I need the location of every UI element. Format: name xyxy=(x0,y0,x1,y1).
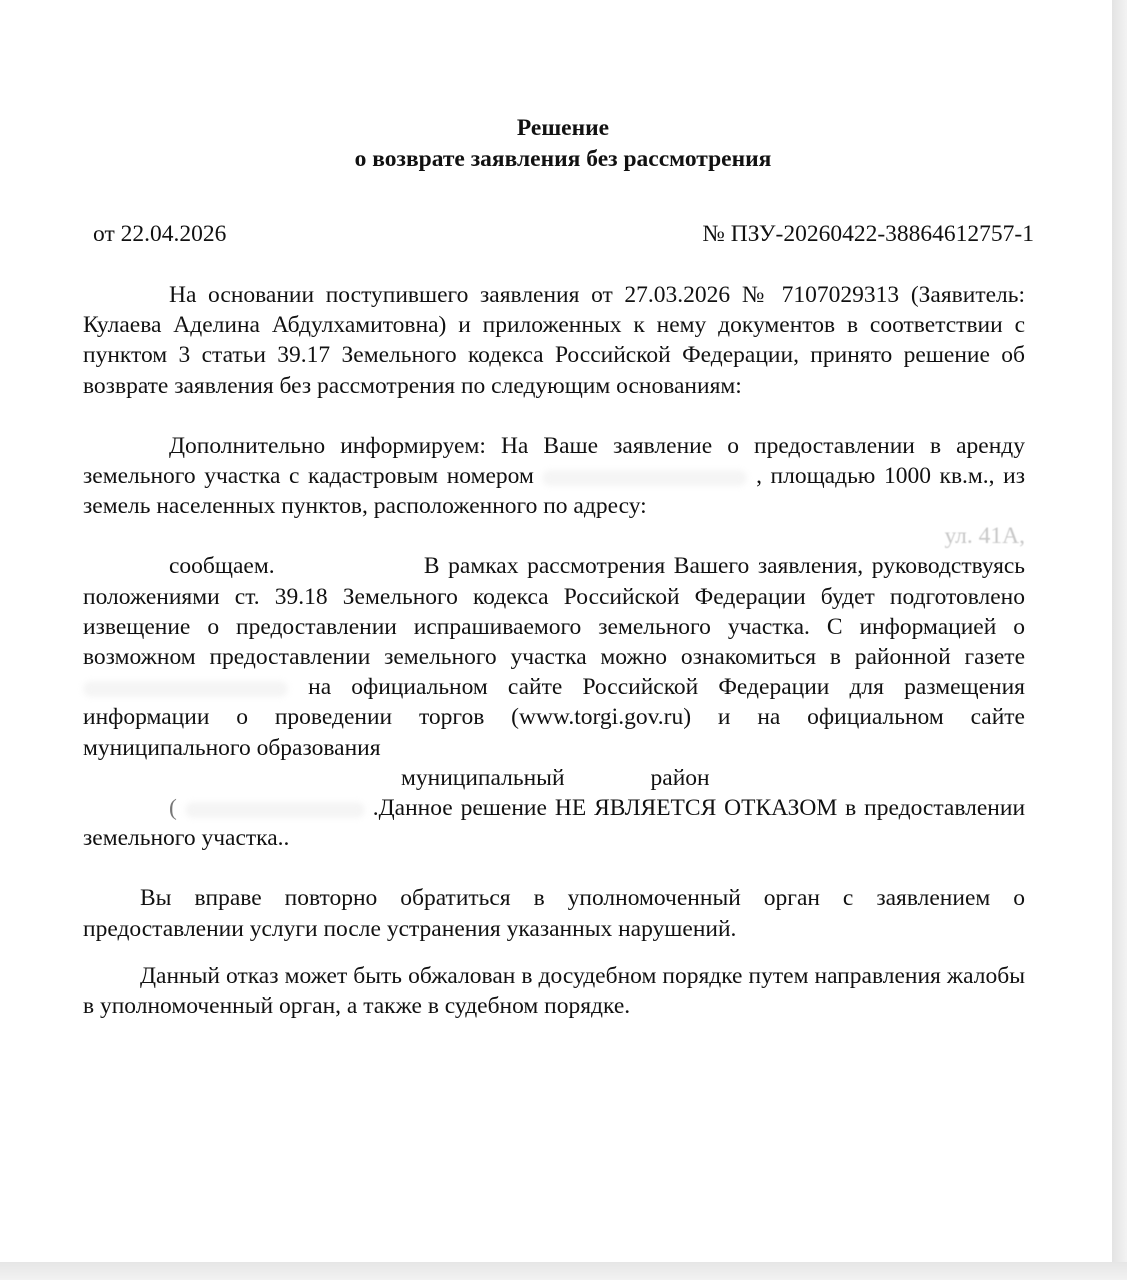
municipal-word: муниципальный xyxy=(401,764,565,791)
viewer-right-edge xyxy=(1112,0,1127,1280)
additional-info-text-2: , площадью 1000 кв.м., из земель населенных пунктов, расположенного по адресу: xyxy=(83,463,1026,520)
redacted-address-line xyxy=(83,521,1025,551)
viewer-bottom-edge xyxy=(0,1262,1127,1280)
document-meta xyxy=(83,219,1034,250)
additional-info-text-1: Дополнительно информируем: На Ваше заявление о предоставлении в аренду земельного участка с кадастровым номером xyxy=(83,432,1025,490)
redacted-cadastral-number xyxy=(542,470,747,486)
redacted-paren-open: ( xyxy=(169,795,177,822)
document-body xyxy=(83,113,1034,1021)
title-line-1: Решение xyxy=(516,115,610,141)
additional-info-block-3 xyxy=(83,793,1025,853)
additional-info-text-4: В рамках рассмотрения Вашего заявления, руководствуясь положениями ст. 39.18 Земельного кодекса Российской Федерации будет подготовлено извещение о предоставлении испрашиваемого земельного участка. С информацией о возможном предоставлении земельного участка можно ознакомиться в районной газете xyxy=(83,553,1026,671)
additional-info-text-5: на официальном сайте Российской Федерации для размещения информации о проведении торгов (www.torgi.gov.ru) и на официальном сайте муниципального образования xyxy=(83,674,1025,761)
district-word: район xyxy=(650,764,710,791)
additional-info-block-1 xyxy=(83,431,1025,522)
document-date: от 22.04.2026 xyxy=(93,221,227,247)
municipal-district-line xyxy=(83,763,1025,793)
additional-info-block-2 xyxy=(83,551,1025,762)
paragraph-basis: На основании поступившего заявления от 27.03.2026 № 7107029313 (Заявитель: Кулаева Аделина Абдулхамитовна) и приложенных к нему документов в соответствии с пунктом 3 статьи 39.17 Земельного кодекса Российской Федерации, принято решение об возврате заявления без рассмотрения по следующим основаниям: xyxy=(83,282,1025,399)
document-title xyxy=(83,113,1025,175)
additional-info-text-3: сообщаем. xyxy=(169,553,275,580)
paragraph-additional-info xyxy=(83,431,1025,854)
redacted-address-tail: ул. 41А, xyxy=(944,523,1025,550)
document-number: № ПЗУ-20260422-38864612757-1 xyxy=(702,221,1034,247)
redacted-municipal-name xyxy=(185,802,365,818)
paragraph-reapply: Вы вправе повторно обратиться в уполномоченный орган с заявлением о предоставлении услуги после устранения указанных нарушений. xyxy=(83,885,1025,942)
title-line-2: о возврате заявления без рассмотрения xyxy=(354,146,772,172)
additional-info-text-6: .Данное решение НЕ ЯВЛЯЕТСЯ ОТКАЗОМ в предоставлении земельного участка.. xyxy=(83,795,1026,852)
paragraph-appeal: Данный отказ может быть обжалован в досудебном порядке путем направления жалобы в уполномоченный орган, а также в судебном порядке. xyxy=(83,962,1025,1020)
redacted-newspaper-name xyxy=(83,681,288,697)
